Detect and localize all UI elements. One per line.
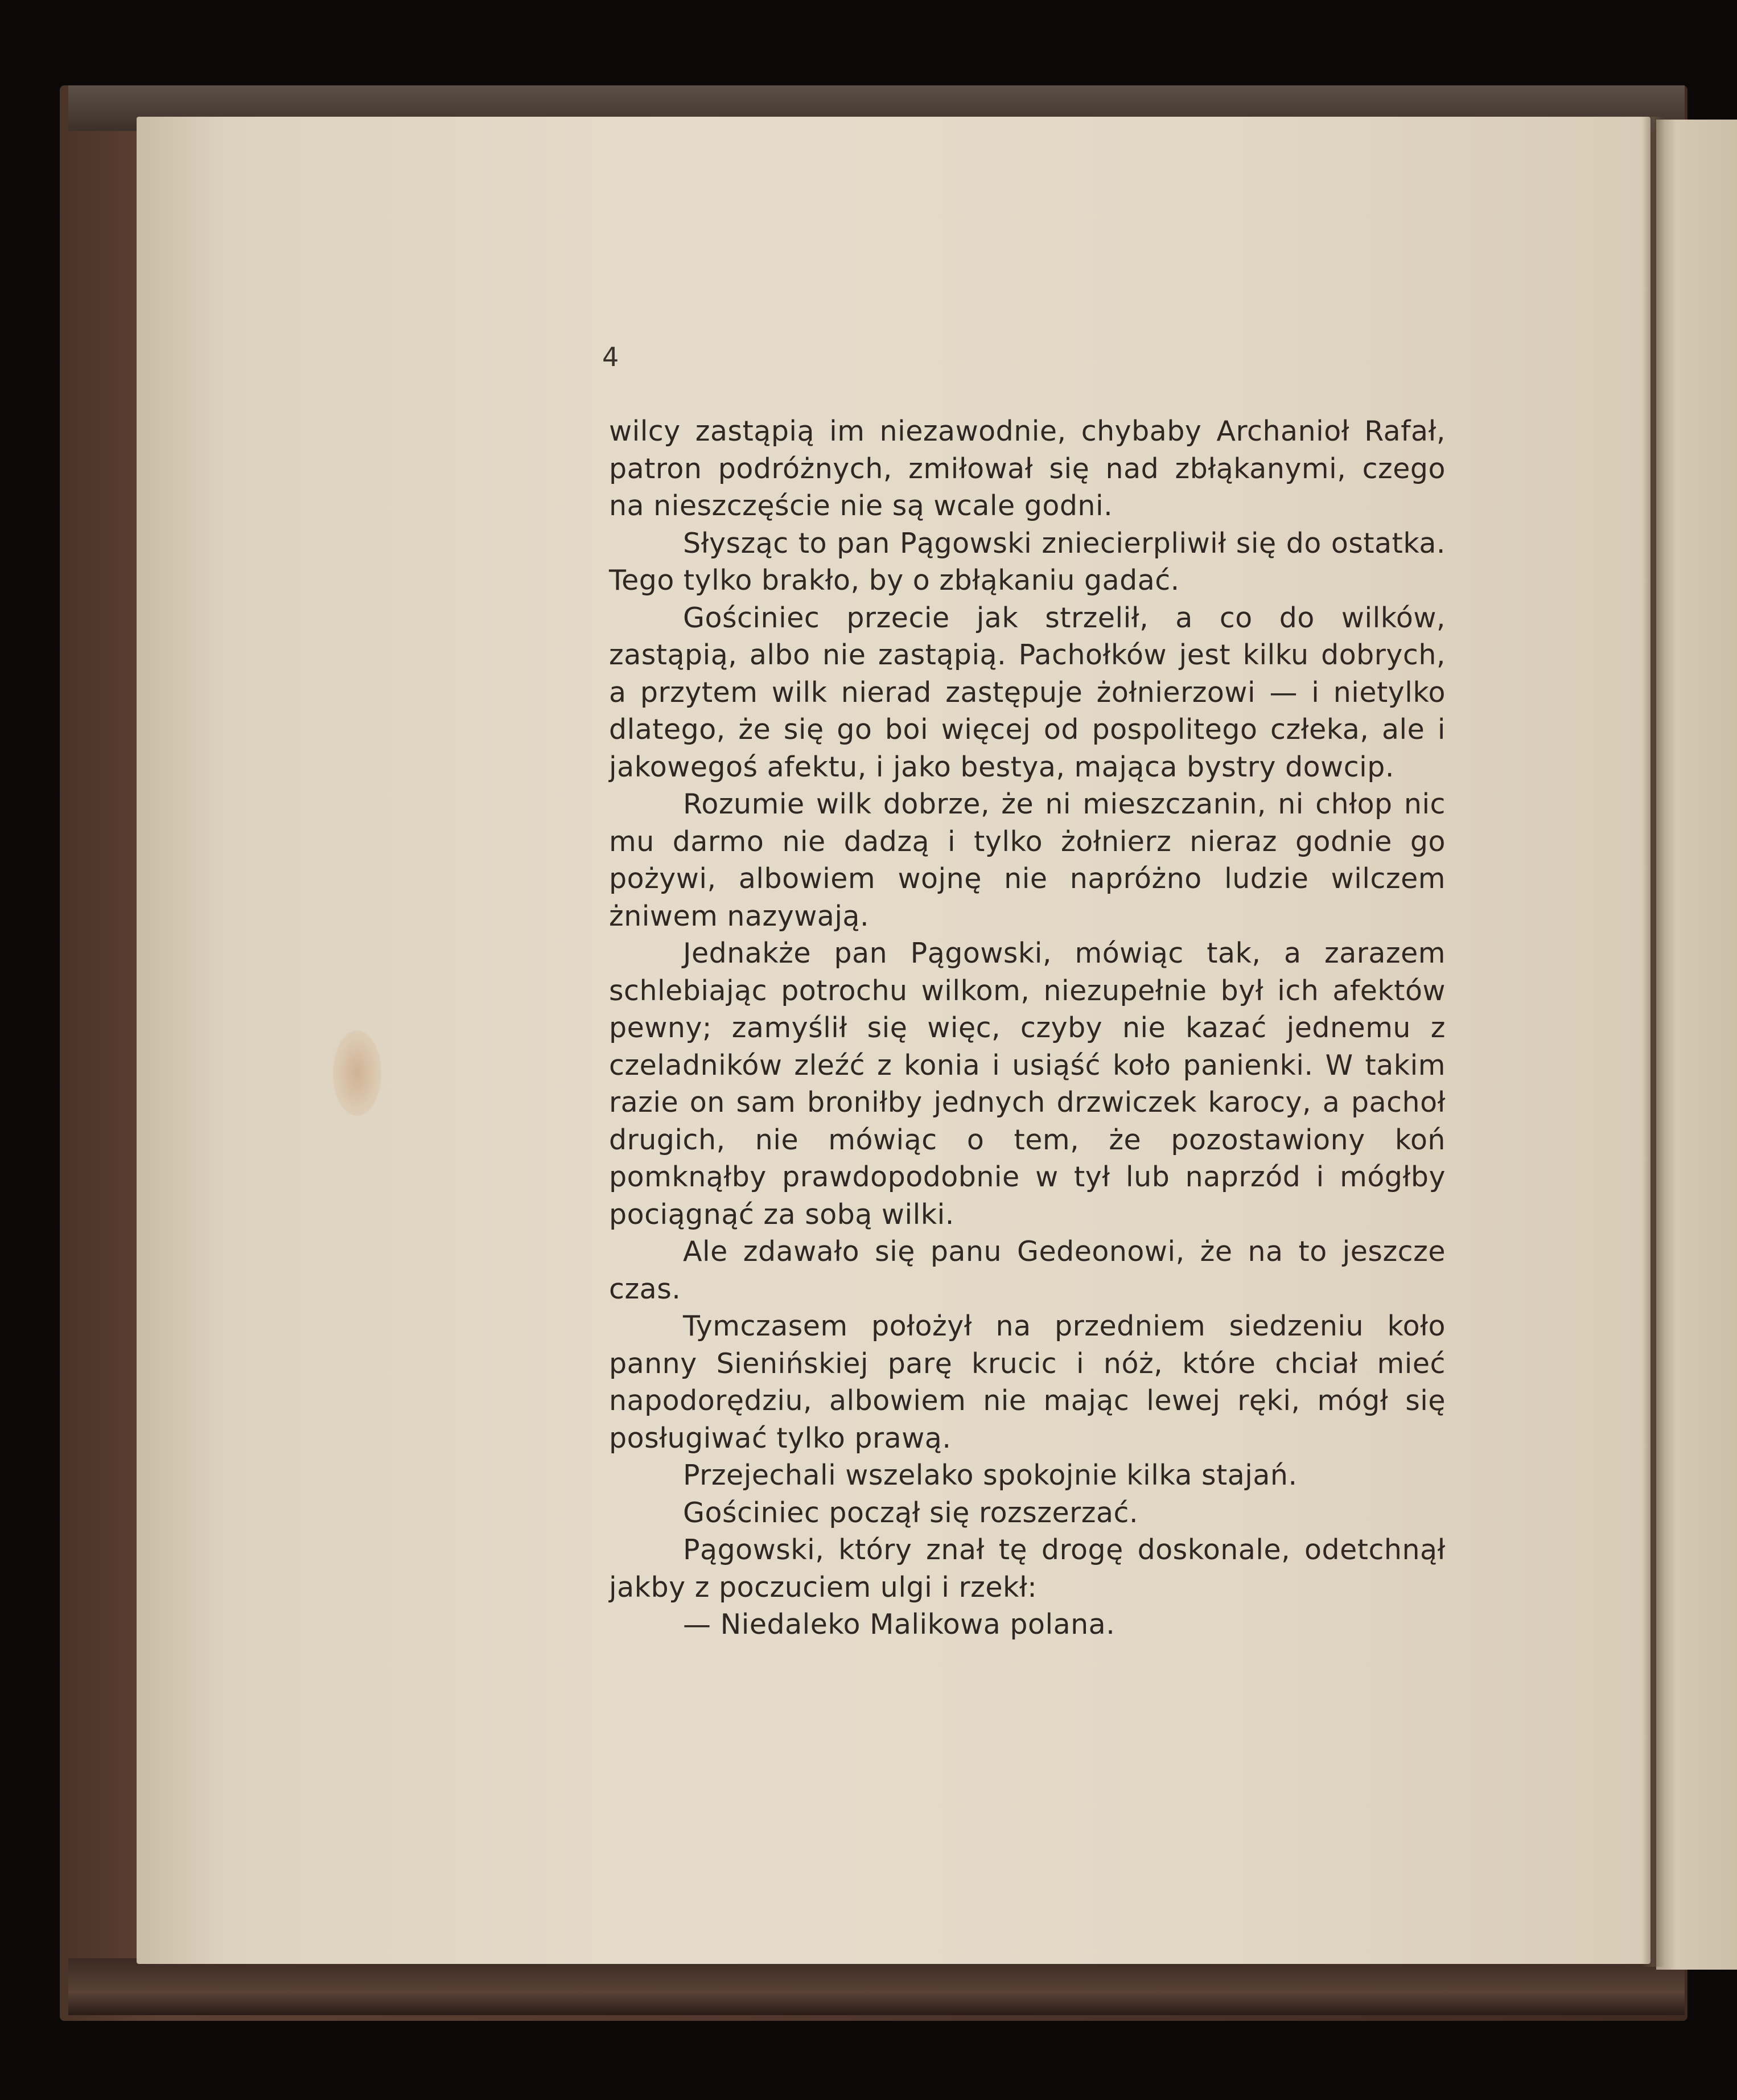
right-page-edge	[1656, 120, 1737, 1970]
paragraph: — Niedaleko Malikowa polana.	[683, 1608, 1116, 1641]
cover-bottom-edge	[68, 1958, 1685, 2015]
body-text	[609, 413, 1446, 1643]
paragraph: Tymczasem położył na przedniem siedzeniu koło panny Sienińskiej parę krucic i nóż, które chciał mieć napodorędziu, albowiem nie mając lewej ręki, mógł się posługiwać tylko prawą.	[609, 1310, 1446, 1454]
page-gutter	[1642, 117, 1665, 1967]
paragraph: Jednakże pan Pągowski, mówiąc tak, a zarazem schlebiając potrochu wilkom, niezupełnie był ich afektów pewny; zamyślił się więc, czyby nie kazać jednemu z czeladników zleźć z konia i usiąść koło panienki. W takim razie on sam broniłby jednych drzwiczek karocy, a pachoł drugich, nie mówiąc o tem, że pozostawiony koń pomknąłby prawdopodobnie w tył lub naprzód i mógłby pociągnąć za sobą wilki.	[609, 937, 1446, 1231]
paragraph: Gościniec począł się rozszerzać.	[683, 1496, 1139, 1529]
paragraph: wilcy zastąpią im niezawodnie, chybaby Archanioł Rafał, patron podróżnych, zmiłował się nad zbłąkanymi, czego na nieszczęście nie są wcale godni.	[609, 415, 1446, 522]
paragraph: Gościniec przecie jak strzelił, a co do wilków, zastąpią, albo nie zastąpią. Pachołków jest kilku dobrych, a przytem wilk nierad zastępuje żołnierzowi — i nietylko dlatego, że się go boi więcej od pospolitego człeka, ale i jakowegoś afektu, i jako bestya, mająca bystry dowcip.	[609, 601, 1446, 783]
paragraph: Rozumie wilk dobrze, że ni mieszczanin, ni chłop nic mu darmo nie dadzą i tylko żołnierz nieraz godnie go pożywi, albowiem wojnę nie napróżno ludzie wilczem żniwem nazywają.	[609, 788, 1446, 932]
paragraph: Ale zdawało się panu Gedeonowi, że na to jeszcze czas.	[609, 1235, 1446, 1305]
paragraph: Słysząc to pan Pągowski zniecierpliwił się do ostatka. Tego tylko brakło, by o zbłąkaniu gadać.	[609, 527, 1446, 597]
page-number: 4	[602, 342, 619, 372]
paper-stain	[333, 1030, 381, 1116]
paragraph: Pągowski, który znał tę drogę doskonale, odetchnął jakby z poczuciem ulgi i rzekł:	[609, 1534, 1446, 1604]
paragraph: Przejechali wszelako spokojnie kilka stajań.	[683, 1459, 1298, 1491]
